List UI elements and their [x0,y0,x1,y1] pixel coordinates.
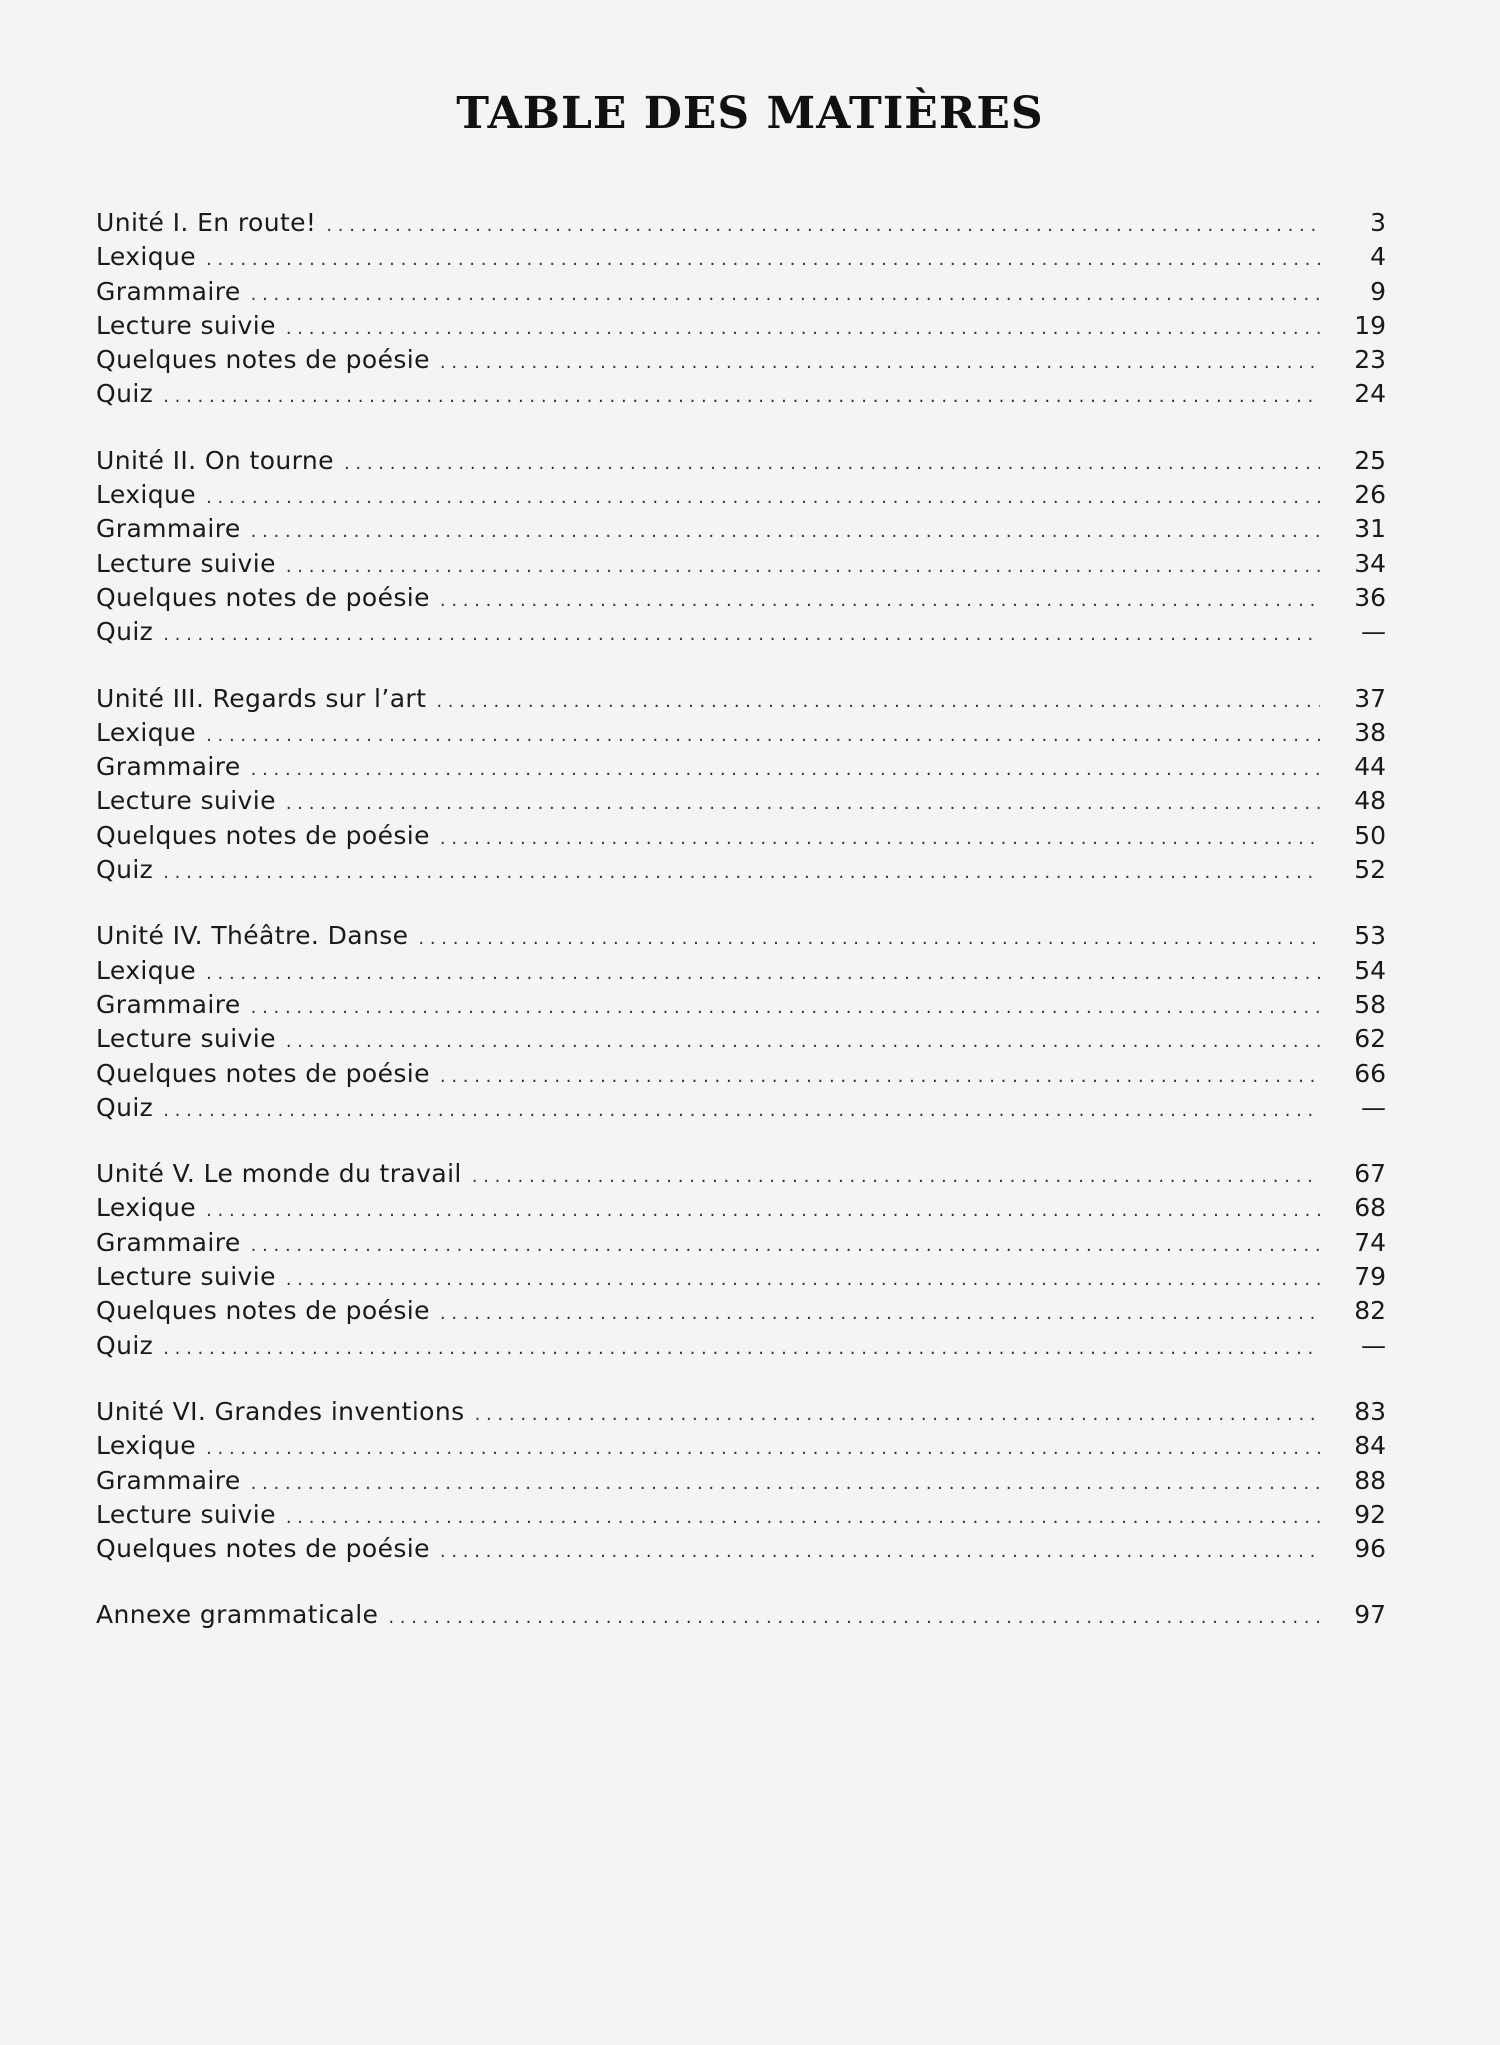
toc-entry-label: Quelques notes de poésie [96,1058,430,1088]
dot-leader [326,209,1320,243]
toc-entry-page-number: 62 [1354,1024,1386,1054]
dot-leader [418,922,1320,956]
toc-entry-label: Quiz [96,855,154,885]
dot-leader [163,1332,1320,1366]
toc-entry-page-number: 31 [1354,514,1386,544]
dot-leader [163,1094,1320,1128]
toc-entry [96,547,1386,581]
toc-entry [96,819,1386,853]
toc-entry [96,377,1386,411]
toc-entry-label: Unité IV. Théâtre. Danse [96,921,409,951]
toc-entry-page-number: 24 [1354,379,1386,409]
dot-leader [475,1398,1320,1432]
dot-leader [251,515,1320,549]
dot-leader [206,481,1320,515]
toc-entry-page-number: — [1361,1092,1386,1122]
dot-leader [436,685,1320,719]
toc-entry-page-number: — [1361,1330,1386,1360]
toc-entry-label: Grammaire [96,989,241,1019]
toc-entry [96,682,1386,716]
toc-entry [96,1498,1386,1532]
toc-entry-label: Quiz [96,1330,154,1360]
toc-entry-page-number: 19 [1354,310,1386,340]
dot-leader [206,243,1320,277]
toc-entry [96,784,1386,818]
dot-leader [440,1060,1320,1094]
toc-section [96,682,1386,888]
dot-leader [440,1297,1320,1331]
toc-entry-page-number: 9 [1370,276,1386,306]
toc-entry [96,1598,1386,1632]
dot-leader [251,1467,1320,1501]
toc-entry-page-number: 97 [1354,1600,1386,1630]
toc-entry-label: Quelques notes de poésie [96,582,430,612]
toc-entry-page-number: 50 [1354,820,1386,850]
toc-entry-label: Grammaire [96,514,241,544]
toc-entry-page-number: 53 [1354,921,1386,951]
dot-leader [286,787,1320,821]
toc-section [96,1157,1386,1363]
toc-entry-label: Quelques notes de poésie [96,345,430,375]
toc-entry-page-number: 96 [1354,1534,1386,1564]
toc-entry-page-number: 74 [1354,1227,1386,1257]
toc-entry-label: Lecture suivie [96,1262,276,1292]
toc-entry [96,1022,1386,1056]
toc-entry [96,478,1386,512]
toc-entry-label: Grammaire [96,1465,241,1495]
toc-entry-page-number: 83 [1354,1396,1386,1426]
toc-entry [96,1191,1386,1225]
toc-entry [96,988,1386,1022]
toc-entry [96,1329,1386,1363]
toc-entry [96,954,1386,988]
dot-leader [206,719,1320,753]
dot-leader [251,1229,1320,1263]
toc-entry-label: Quelques notes de poésie [96,820,430,850]
dot-leader [206,1194,1320,1228]
toc-entry-page-number: 68 [1354,1193,1386,1223]
toc-entry [96,1157,1386,1191]
dot-leader [206,957,1320,991]
toc-entry-label: Lexique [96,1431,197,1461]
toc-entry-label: Quelques notes de poésie [96,1534,430,1564]
toc-entry [96,716,1386,750]
toc-entry [96,1429,1386,1463]
toc-entry-label: Unité V. Le monde du travail [96,1159,462,1189]
toc-entry [96,853,1386,887]
dot-leader [440,584,1320,618]
toc-entry-label: Quiz [96,379,154,409]
toc-entry-label: Grammaire [96,1227,241,1257]
toc-entry [96,581,1386,615]
toc-entry [96,1260,1386,1294]
toc-entry [96,1057,1386,1091]
toc-section [96,444,1386,650]
toc-entry-page-number: 36 [1354,582,1386,612]
toc-entry [96,1532,1386,1566]
toc-entry-label: Lecture suivie [96,548,276,578]
toc-entry [96,512,1386,546]
toc-entry-page-number: 34 [1354,548,1386,578]
dot-leader [251,753,1320,787]
table-of-contents [96,206,1386,1665]
toc-entry [96,240,1386,274]
dot-leader [206,1432,1320,1466]
toc-entry-label: Lexique [96,955,197,985]
toc-entry-page-number: 54 [1354,955,1386,985]
toc-entry-page-number: 79 [1354,1262,1386,1292]
dot-leader [440,1535,1320,1569]
dot-leader [286,312,1320,346]
toc-entry-page-number: — [1361,617,1386,647]
toc-entry-label: Lecture suivie [96,310,276,340]
toc-entry-label: Unité II. On tourne [96,445,334,475]
toc-entry-page-number: 58 [1354,989,1386,1019]
toc-entry-page-number: 92 [1354,1499,1386,1529]
toc-entry-label: Lecture suivie [96,1024,276,1054]
toc-entry-page-number: 82 [1354,1296,1386,1326]
toc-entry-label: Lexique [96,242,197,272]
toc-entry-page-number: 23 [1354,345,1386,375]
toc-entry [96,444,1386,478]
toc-entry-label: Unité III. Regards sur l’art [96,683,427,713]
dot-leader [344,447,1320,481]
toc-entry [96,750,1386,784]
toc-entry-label: Grammaire [96,752,241,782]
toc-entry [96,343,1386,377]
toc-entry [96,919,1386,953]
toc-section [96,1395,1386,1566]
toc-entry-page-number: 4 [1370,242,1386,272]
toc-entry-page-number: 3 [1370,208,1386,237]
toc-entry [96,615,1386,649]
toc-entry-label: Lexique [96,1193,197,1223]
toc-entry [96,1395,1386,1429]
toc-entry-label: Unité VI. Grandes inventions [96,1396,465,1426]
toc-entry-page-number: 44 [1354,752,1386,782]
toc-section [96,1598,1386,1632]
dot-leader [163,618,1320,652]
dot-leader [251,278,1320,312]
toc-entry-page-number: 66 [1354,1058,1386,1088]
toc-entry-label: Lexique [96,480,197,510]
toc-entry-page-number: 37 [1354,683,1386,713]
toc-entry [96,309,1386,343]
toc-entry-label: Lexique [96,717,197,747]
dot-leader [440,346,1320,380]
toc-entry-page-number: 26 [1354,480,1386,510]
toc-entry [96,206,1386,240]
toc-entry [96,1294,1386,1328]
toc-section [96,919,1386,1125]
toc-entry-label: Lecture suivie [96,1499,276,1529]
dot-leader [286,1501,1320,1535]
toc-entry-label: Quiz [96,617,154,647]
toc-entry-label: Quelques notes de poésie [96,1296,430,1326]
dot-leader [163,380,1320,414]
toc-entry-page-number: 38 [1354,717,1386,747]
toc-entry [96,1464,1386,1498]
dot-leader [388,1601,1320,1635]
toc-entry [96,275,1386,309]
dot-leader [286,1263,1320,1297]
toc-entry-page-number: 88 [1354,1465,1386,1495]
page-title: TABLE DES MATIÈRES [456,88,1044,139]
toc-entry-page-number: 84 [1354,1431,1386,1461]
toc-entry-label: Lecture suivie [96,786,276,816]
dot-leader [440,822,1320,856]
toc-entry-page-number: 48 [1354,786,1386,816]
toc-entry-page-number: 52 [1354,855,1386,885]
toc-entry-label: Annexe grammaticale [96,1600,379,1630]
toc-entry-label: Grammaire [96,276,241,306]
toc-section [96,206,1386,412]
toc-entry-label: Quiz [96,1092,154,1122]
dot-leader [472,1160,1320,1194]
toc-entry [96,1091,1386,1125]
toc-entry [96,1226,1386,1260]
dot-leader [163,856,1320,890]
dot-leader [251,991,1320,1025]
toc-entry-label: Unité I. En route! [96,208,317,237]
dot-leader [286,550,1320,584]
toc-entry-page-number: 25 [1354,445,1386,475]
toc-entry-page-number: 67 [1354,1159,1386,1189]
dot-leader [286,1025,1320,1059]
